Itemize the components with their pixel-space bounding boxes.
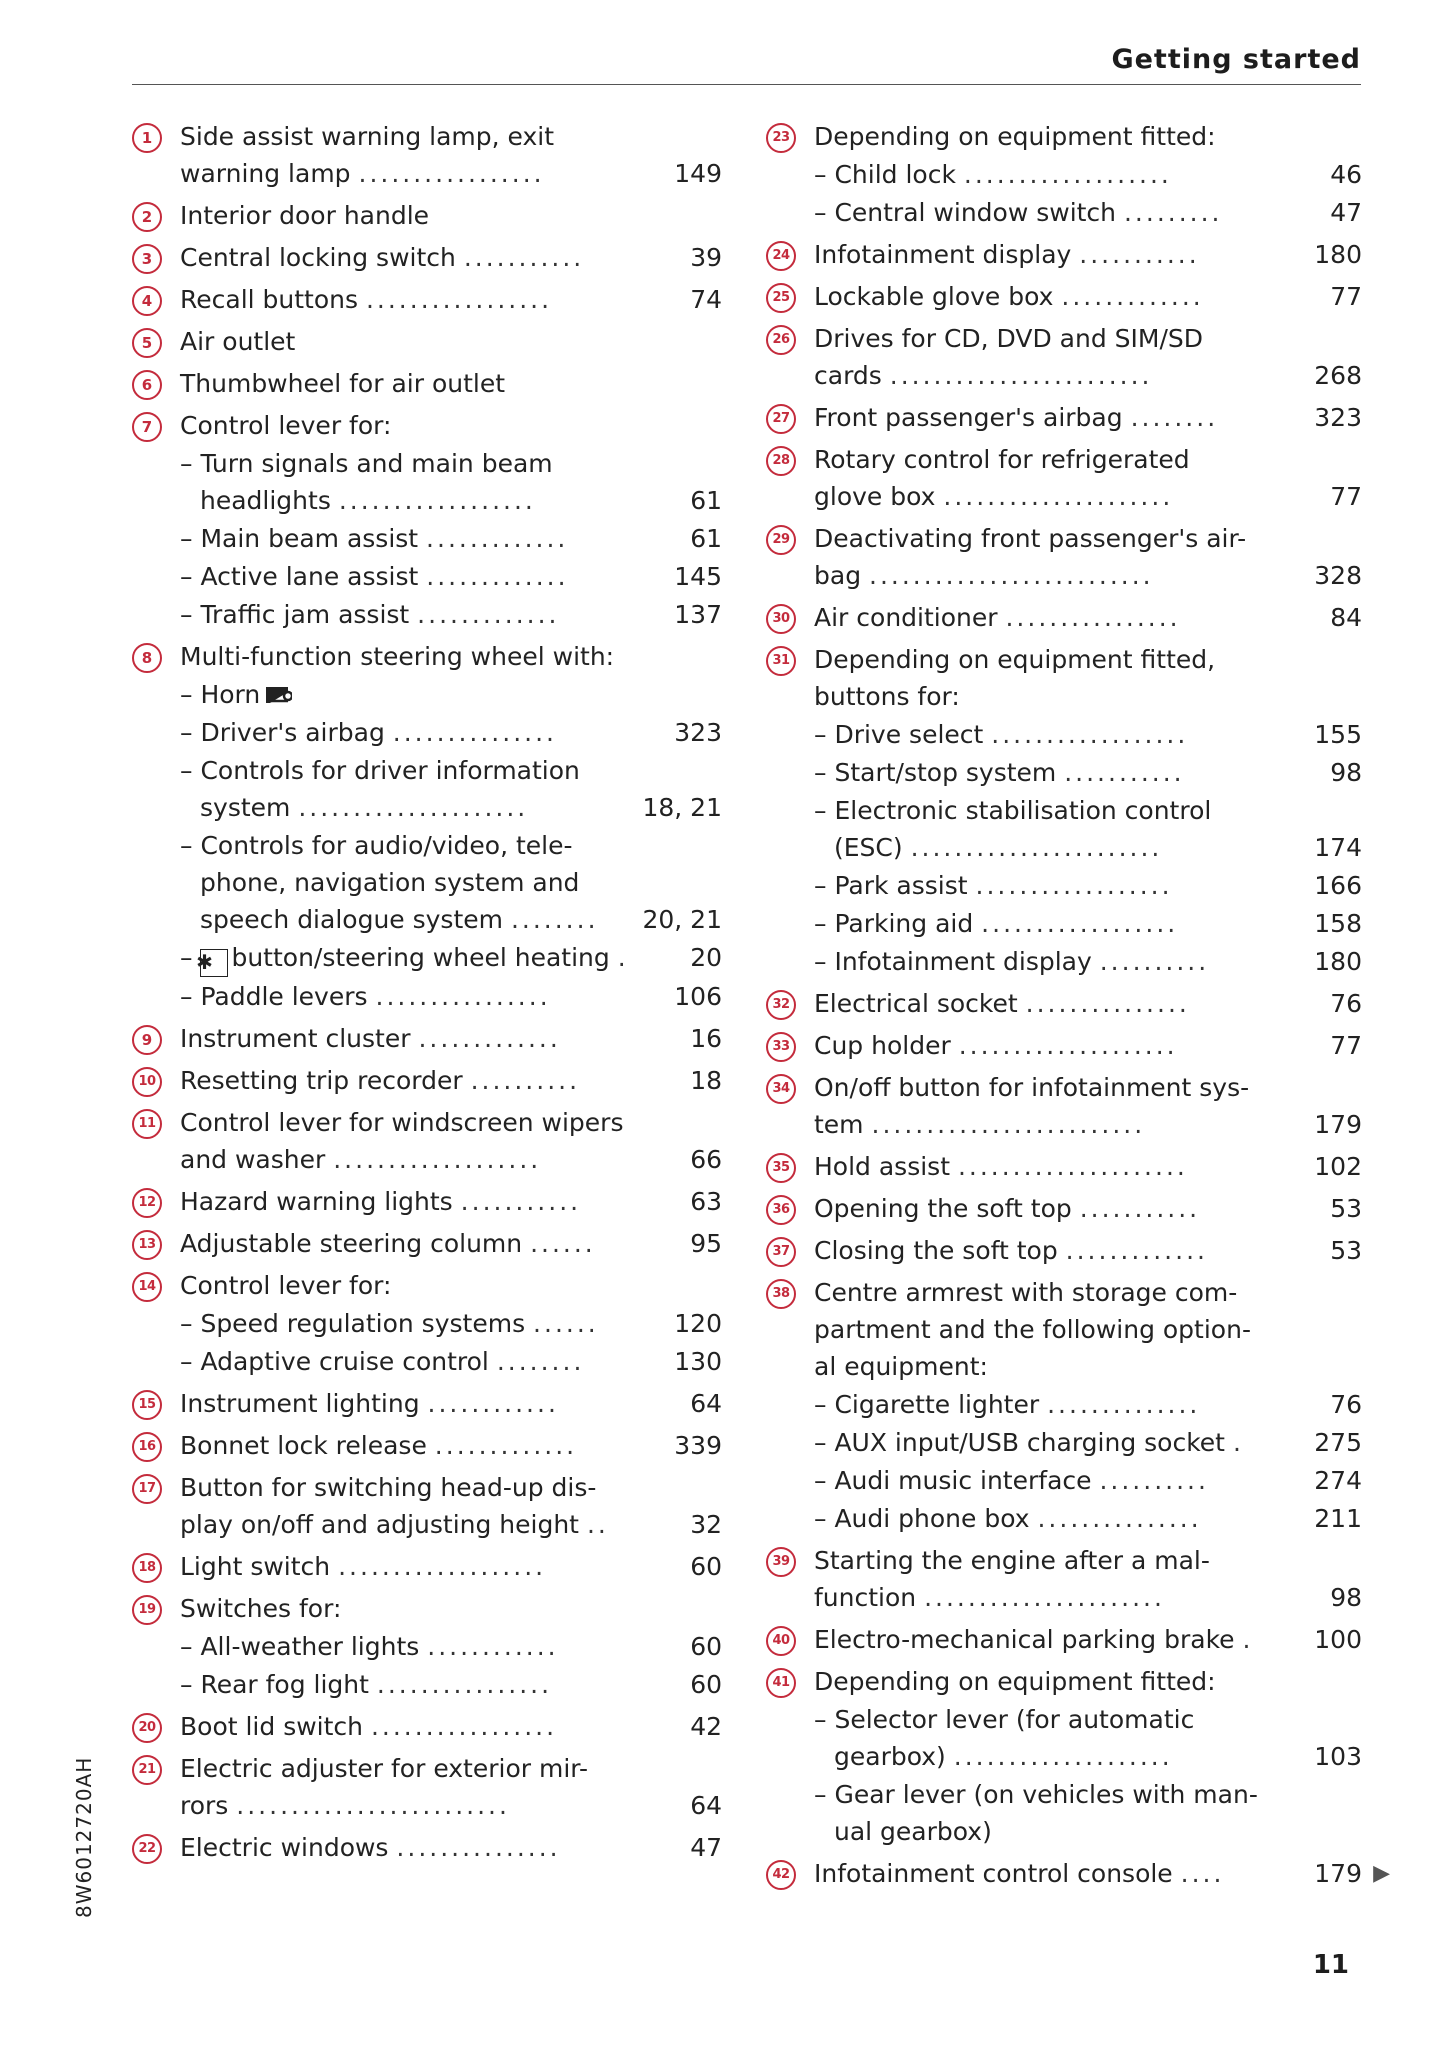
list-item: 40 Electro-mechanical parking brake . 100 (766, 1621, 1362, 1658)
item-number-badge: 29 (766, 525, 796, 555)
item-number-badge: 26 (766, 325, 796, 355)
horn-icon (264, 684, 292, 706)
list-item: 27 Front passenger's airbag ........ 323 (766, 399, 1362, 436)
item-label: On/off button for infotainment sys- (814, 1073, 1250, 1102)
item-label: buttons for: (814, 682, 960, 711)
sub-item-label: speech dialogue system (200, 905, 503, 934)
page-ref: 66 (690, 1145, 722, 1174)
page-ref: 155 (1314, 720, 1362, 749)
item-label: Closing the soft top (814, 1236, 1058, 1265)
list-item: 10 Resetting trip recorder .......... 18 (132, 1062, 722, 1099)
page-ref: 64 (690, 1389, 722, 1418)
page-ref: 211 (1314, 1504, 1362, 1533)
item-label: glove box (814, 482, 936, 511)
page-ref: 16 (690, 1024, 722, 1053)
list-item: 28 Rotary control for refrigerated glove box ..................... 77 (766, 441, 1362, 515)
page-ref: 60 (690, 1552, 722, 1581)
page-ref: 20, 21 (642, 905, 722, 934)
page-ref: 47 (1330, 198, 1362, 227)
list-item: 7 Control lever for: – Turn signals and main beam headlights .................. 61 – Main beam assist ............. 61 – Active lane assist ............. 145 – Traffic jam assist ............. 137 (132, 407, 722, 633)
item-number-badge: 3 (132, 244, 162, 274)
item-label: partment and the following option- (814, 1315, 1251, 1344)
sub-item-dash: – (180, 943, 193, 972)
item-label: Front passenger's airbag (814, 403, 1123, 432)
item-label: cards (814, 361, 882, 390)
item-label: function (814, 1583, 917, 1612)
sub-item-label: – Driver's airbag (180, 718, 385, 747)
item-label: Depending on equipment fitted: (814, 1667, 1216, 1696)
item-label: Air outlet (180, 327, 296, 356)
item-number-badge: 42 (766, 1860, 796, 1890)
item-label: Thumbwheel for air outlet (180, 369, 506, 398)
page-ref: 74 (690, 285, 722, 314)
item-number-badge: 33 (766, 1032, 796, 1062)
list-item: 1 Side assist warning lamp, exit warning lamp ................. 149 (132, 118, 722, 192)
item-number-badge: 25 (766, 283, 796, 313)
item-number-badge: 38 (766, 1279, 796, 1309)
item-label: Centre armrest with storage com- (814, 1278, 1238, 1307)
sub-item-label: (ESC) (834, 833, 903, 862)
page-ref: 46 (1330, 160, 1362, 189)
list-item: 17 Button for switching head-up dis- play on/off and adjusting height .. 32 (132, 1469, 722, 1543)
page-ref (1314, 1855, 1362, 1892)
list-item: 42 Infotainment control console .... 179 ▶ (766, 1855, 1362, 1892)
list-item: 12 Hazard warning lights ........... 63 (132, 1183, 722, 1220)
item-number-badge: 1 (132, 123, 162, 153)
item-number-badge: 14 (132, 1272, 162, 1302)
page-ref: 95 (690, 1229, 722, 1258)
item-number-badge: 4 (132, 286, 162, 316)
item-number-badge: 31 (766, 646, 796, 676)
list-item: 22 Electric windows ............... 47 (132, 1829, 722, 1866)
arrow-right-icon: ▶ (1373, 1861, 1390, 1886)
page-ref: 77 (1330, 282, 1362, 311)
item-number-badge: 19 (132, 1595, 162, 1625)
item-label: Rotary control for refrigerated (814, 445, 1190, 474)
page-ref: 53 (1330, 1236, 1362, 1265)
list-item: 25 Lockable glove box ............. 77 (766, 278, 1362, 315)
list-item: 23 Depending on equipment fitted: – Child lock ................... 46 – Central window switch ......... 47 (766, 118, 1362, 231)
sub-item-label: – Adaptive cruise control (180, 1347, 489, 1376)
page-ref: 174 (1314, 833, 1362, 862)
page-ref: 42 (690, 1712, 722, 1741)
item-label: Recall buttons (180, 285, 359, 314)
page-ref: 76 (1330, 1390, 1362, 1419)
item-label: Instrument lighting (180, 1389, 420, 1418)
page-ref-value: 179 (1314, 1859, 1362, 1888)
page-ref: 137 (674, 600, 722, 629)
page-header-title: Getting started (1111, 44, 1361, 75)
sub-item-label: – Selector lever (for automatic (814, 1705, 1195, 1734)
page-ref: 32 (690, 1510, 722, 1539)
list-item (132, 365, 722, 402)
page-ref: 328 (1314, 561, 1362, 590)
page-ref: 275 (1314, 1428, 1362, 1457)
item-label: Instrument cluster (180, 1024, 411, 1053)
item-label: warning lamp (180, 159, 351, 188)
page-ref: 76 (1330, 989, 1362, 1018)
header-divider (132, 84, 1361, 85)
page-ref: 64 (690, 1791, 722, 1820)
sub-item-label: – Electronic stabilisation control (814, 796, 1212, 825)
page-ref: 106 (674, 982, 722, 1011)
item-number-badge: 16 (132, 1432, 162, 1462)
list-item: 19 Switches for: – All-weather lights ............ 60 – Rear fog light ................ 60 (132, 1590, 722, 1703)
sub-item-label: – Controls for audio/video, tele- (180, 831, 573, 860)
list-item: 41 Depending on equipment fitted: – Selector lever (for automatic gearbox) .................... 103 – Gear lever (on vehicles with man- ual gearbox) (766, 1663, 1362, 1850)
sub-item-label: – Active lane assist (180, 562, 419, 591)
page-ref: 98 (1330, 758, 1362, 787)
page-ref: 18 (690, 1066, 722, 1095)
sub-item-label: – Audi phone box (814, 1504, 1030, 1533)
page-ref: 84 (1330, 603, 1362, 632)
list-item: 37 Closing the soft top ............. 53 (766, 1232, 1362, 1269)
sub-item-label: – Turn signals and main beam (180, 449, 553, 478)
sub-item-label: – Horn (180, 680, 261, 709)
sub-item-label: – Start/stop system (814, 758, 1057, 787)
item-number-badge: 35 (766, 1153, 796, 1183)
item-number-badge: 13 (132, 1230, 162, 1260)
sub-item-label: – Child lock (814, 160, 956, 189)
list-item: 29 Deactivating front passenger's air- bag .......................... 328 (766, 520, 1362, 594)
item-label: Lockable glove box (814, 282, 1054, 311)
item-number-badge: 40 (766, 1626, 796, 1656)
left-column (132, 118, 722, 1871)
item-label: Light switch (180, 1552, 331, 1581)
item-number-badge: 24 (766, 241, 796, 271)
page-ref: 179 (1314, 1110, 1362, 1139)
page-ref: 323 (1314, 403, 1362, 432)
item-label: Control lever for: (180, 1271, 392, 1300)
list-item: 33 Cup holder .................... 77 (766, 1027, 1362, 1064)
item-label: Adjustable steering column (180, 1229, 523, 1258)
list-item: 38 Centre armrest with storage com- partment and the following option- al equipment: – Cigarette lighter .............. 76 – AUX input/USB charging socket . 275 – Audi music interface .......... 274 – Audi phone box ............... 211 (766, 1274, 1362, 1537)
page-ref: 61 (690, 524, 722, 553)
item-number-badge: 41 (766, 1668, 796, 1698)
sub-item-label: – Paddle levers (180, 982, 368, 1011)
page-ref: 20 (690, 943, 722, 972)
sub-item-label: system (200, 793, 291, 822)
sub-item-label: button/steering wheel heating (231, 943, 610, 972)
page-ref: 103 (1314, 1742, 1362, 1771)
sub-item-label: – Gear lever (on vehicles with man- (814, 1780, 1258, 1809)
page-ref: 180 (1314, 240, 1362, 269)
sub-item-label: – Traffic jam assist (180, 600, 410, 629)
item-number-badge: 18 (132, 1553, 162, 1583)
list-item: 30 Air conditioner ................ 84 (766, 599, 1362, 636)
item-number-badge: 37 (766, 1237, 796, 1267)
item-label: Air conditioner (814, 603, 998, 632)
item-label: Electric windows (180, 1833, 389, 1862)
document-code: 8W6012720AH (72, 1756, 96, 1918)
list-item: 15 Instrument lighting ............ 64 (132, 1385, 722, 1422)
list-item: 4 Recall buttons ................. 74 (132, 281, 722, 318)
item-number-badge: 21 (132, 1755, 162, 1785)
item-label: Deactivating front passenger's air- (814, 524, 1247, 553)
item-number-badge: 11 (132, 1109, 162, 1139)
item-label: Multi-function steering wheel with: (180, 642, 615, 671)
heating-symbol-icon: ✱ (200, 949, 228, 977)
list-item (132, 323, 722, 360)
list-item: 13 Adjustable steering column ...... 95 (132, 1225, 722, 1262)
sub-item-label: – Controls for driver information (180, 756, 580, 785)
sub-item-label: – Parking aid (814, 909, 974, 938)
item-label: Boot lid switch (180, 1712, 364, 1741)
item-number-badge: 28 (766, 446, 796, 476)
item-number-badge: 36 (766, 1195, 796, 1225)
page-ref: 323 (674, 718, 722, 747)
list-item: 20 Boot lid switch ................. 42 (132, 1708, 722, 1745)
sub-item-label: – Audi music interface (814, 1466, 1092, 1495)
item-label: Switches for: (180, 1594, 342, 1623)
sub-item-label: – Speed regulation systems (180, 1309, 526, 1338)
sub-item-label: gearbox) (834, 1742, 946, 1771)
item-label: Hold assist (814, 1152, 950, 1181)
list-item: 16 Bonnet lock release ............. 339 (132, 1427, 722, 1464)
sub-item-label: – Park assist (814, 871, 968, 900)
page-ref: 158 (1314, 909, 1362, 938)
list-item: 3 Central locking switch ........... 39 (132, 239, 722, 276)
sub-item-label: phone, navigation system and (200, 868, 580, 897)
item-label: and washer (180, 1145, 326, 1174)
page-ref: 60 (690, 1670, 722, 1699)
item-number-badge: 27 (766, 404, 796, 434)
sub-item-label: – Cigarette lighter (814, 1390, 1040, 1419)
item-label: Central locking switch (180, 243, 456, 272)
item-label: Infotainment display (814, 240, 1072, 269)
page-ref: 166 (1314, 871, 1362, 900)
list-item: 18 Light switch ................... 60 (132, 1548, 722, 1585)
page-ref: 268 (1314, 361, 1362, 390)
list-item: 26 Drives for CD, DVD and SIM/SD cards ........................ 268 (766, 320, 1362, 394)
item-label: Opening the soft top (814, 1194, 1072, 1223)
item-number-badge: 5 (132, 328, 162, 358)
item-number-badge: 23 (766, 123, 796, 153)
page-ref: 53 (1330, 1194, 1362, 1223)
item-label: Interior door handle (180, 201, 430, 230)
page-ref: 130 (674, 1347, 722, 1376)
page-ref: 63 (690, 1187, 722, 1216)
item-number-badge: 12 (132, 1188, 162, 1218)
item-number-badge: 34 (766, 1074, 796, 1104)
item-label: rors (180, 1791, 229, 1820)
item-label: Electrical socket (814, 989, 1018, 1018)
right-column (766, 118, 1390, 1897)
item-label: Electric adjuster for exterior mir- (180, 1754, 588, 1783)
item-number-badge: 7 (132, 412, 162, 442)
page-ref: 39 (690, 243, 722, 272)
item-label: Depending on equipment fitted, (814, 645, 1216, 674)
item-number-badge: 20 (132, 1713, 162, 1743)
item-number-badge: 6 (132, 370, 162, 400)
sub-item-label: – Main beam assist (180, 524, 419, 553)
item-label: Hazard warning lights (180, 1187, 453, 1216)
item-label: Control lever for: (180, 411, 392, 440)
page-ref: 180 (1314, 947, 1362, 976)
sub-item-label: ual gearbox) (834, 1817, 992, 1846)
item-number-badge: 10 (132, 1067, 162, 1097)
item-label: Resetting trip recorder (180, 1066, 463, 1095)
item-label: Control lever for windscreen wipers (180, 1108, 624, 1137)
list-item: 21 Electric adjuster for exterior mir- rors ......................... 64 (132, 1750, 722, 1824)
item-label: Starting the engine after a mal- (814, 1546, 1210, 1575)
page-ref: 274 (1314, 1466, 1362, 1495)
item-number-badge: 8 (132, 643, 162, 673)
page-ref: 120 (674, 1309, 722, 1338)
list-item: 31 Depending on equipment fitted, buttons for: – Drive select .................. 155 – Start/stop system ........... 98 – Electronic stabilisation control (ESC) ....................... 174 – Park assist .................. 166 – Parking aid .................. 158 – Infotainment display .......... 180 (766, 641, 1362, 980)
sub-item-label: – Infotainment display (814, 947, 1092, 976)
page-ref: 100 (1314, 1625, 1362, 1654)
item-number-badge: 22 (132, 1834, 162, 1864)
page-ref: 77 (1330, 1031, 1362, 1060)
item-label: play on/off and adjusting height (180, 1510, 579, 1539)
page-ref: 339 (674, 1431, 722, 1460)
page-ref: 149 (674, 159, 722, 188)
page-ref: 77 (1330, 482, 1362, 511)
item-number-badge: 17 (132, 1474, 162, 1504)
page-ref: 102 (1314, 1152, 1362, 1181)
list-item: 39 Starting the engine after a mal- function ...................... 98 (766, 1542, 1362, 1616)
item-label: Infotainment control console (814, 1859, 1173, 1888)
sub-item-label: – Central window switch (814, 198, 1117, 227)
page-ref: 145 (674, 562, 722, 591)
item-number-badge: 39 (766, 1547, 796, 1577)
sub-item-label: – Rear fog light (180, 1670, 369, 1699)
page-ref: 61 (690, 486, 722, 515)
sub-item-label: – Drive select (814, 720, 984, 749)
sub-item-label: – AUX input/USB charging socket (814, 1428, 1225, 1457)
list-item (132, 197, 722, 234)
list-item: 24 Infotainment display ........... 180 (766, 236, 1362, 273)
page-ref: 18, 21 (642, 793, 722, 822)
item-label: Drives for CD, DVD and SIM/SD (814, 324, 1203, 353)
list-item: 14 Control lever for: – Speed regulation systems ...... 120 – Adaptive cruise control ........ 130 (132, 1267, 722, 1380)
page-ref: 60 (690, 1632, 722, 1661)
item-label: Side assist warning lamp, exit (180, 122, 555, 151)
item-label: Bonnet lock release (180, 1431, 427, 1460)
item-number-badge: 15 (132, 1390, 162, 1420)
item-label: Depending on equipment fitted: (814, 122, 1216, 151)
sub-item-label: – All-weather lights (180, 1632, 420, 1661)
item-label: Button for switching head-up dis- (180, 1473, 597, 1502)
item-label: Electro-mechanical parking brake (814, 1625, 1235, 1654)
item-number-badge: 9 (132, 1025, 162, 1055)
page-number: 11 (1312, 1950, 1349, 1980)
list-item: 8 Multi-function steering wheel with: – Horn – Driver's airbag ............... 323 – Controls for driver information system ..................... 18, 21 – Controls for audio/video, tele- phone, navigation system and speech dialogue system ........ 20, 21 – ✱ button/steering wheel heating . 20 – Paddle levers ................ 106 (132, 638, 722, 1015)
item-label: bag (814, 561, 862, 590)
item-number-badge: 30 (766, 604, 796, 634)
list-item: 36 Opening the soft top ........... 53 (766, 1190, 1362, 1227)
item-number-badge: 32 (766, 990, 796, 1020)
item-label: al equipment: (814, 1352, 988, 1381)
list-item: 32 Electrical socket ............... 76 (766, 985, 1362, 1022)
item-label: Cup holder (814, 1031, 951, 1060)
list-item: 34 On/off button for infotainment sys- tem ......................... 179 (766, 1069, 1362, 1143)
item-label: tem (814, 1110, 864, 1139)
list-item: 9 Instrument cluster ............. 16 (132, 1020, 722, 1057)
list-item: 11 Control lever for windscreen wipers and washer ................... 66 (132, 1104, 722, 1178)
list-item: 35 Hold assist ..................... 102 (766, 1148, 1362, 1185)
item-number-badge: 2 (132, 202, 162, 232)
page-ref: 47 (690, 1833, 722, 1862)
page-ref: 98 (1330, 1583, 1362, 1612)
sub-item-label: headlights (200, 486, 331, 515)
